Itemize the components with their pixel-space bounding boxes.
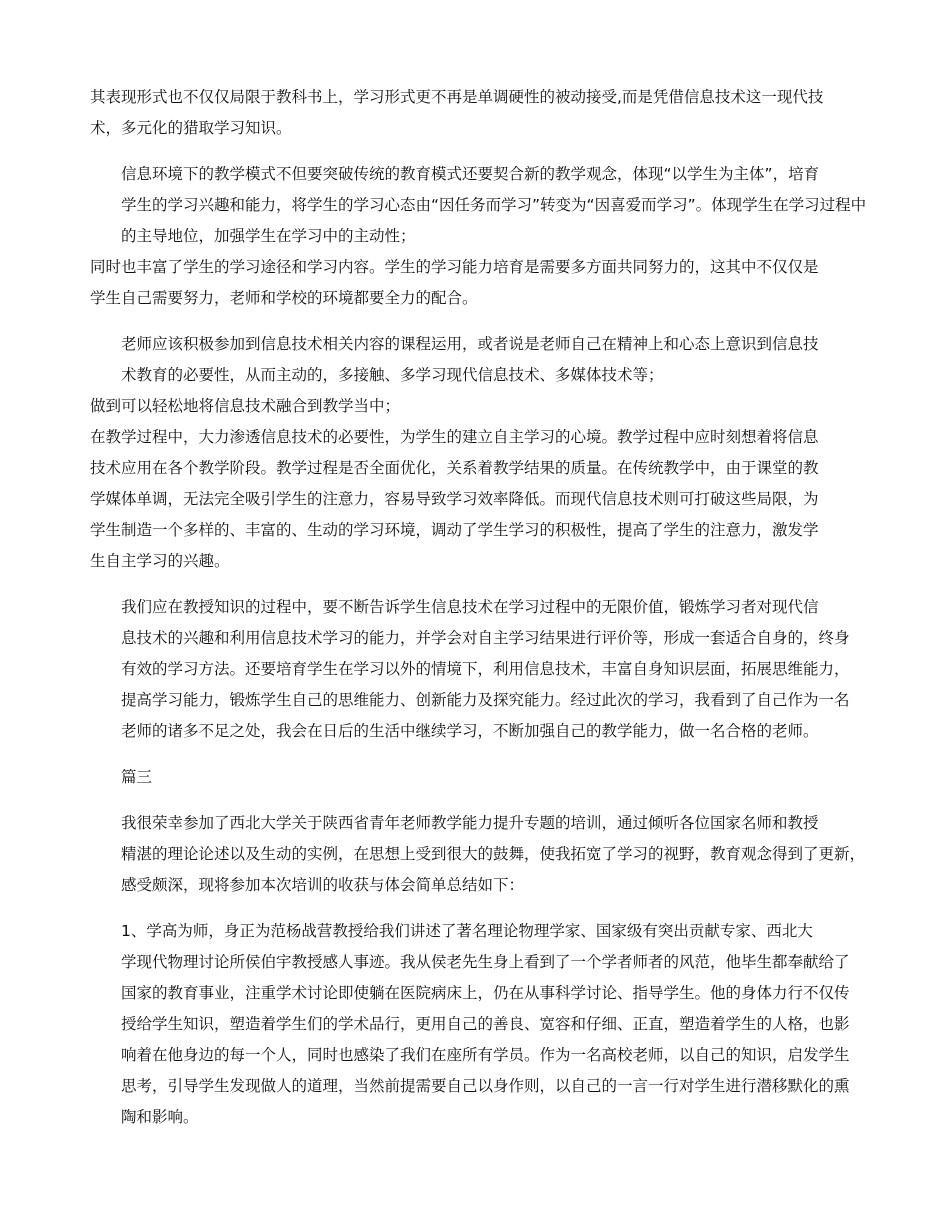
text-line: 老师应该积极参加到信息技术相关内容的课程运用，或者说是老师自己在精神上和心态上意识到信息技 (121, 335, 819, 353)
text-line: 响着在他身边的每一个人，同时也感染了我们在座所有学员。作为一名高校老师，以自己的知识，启发学生 (121, 1046, 850, 1064)
text-line: 思考，引导学生发现做人的道理，当然前提需要自己以身作则，以自己的一言一行对学生进行潜移默化的熏 (121, 1077, 850, 1095)
text-line: 老师的诸多不足之处，我会在日后的生活中继续学习，不断加强自己的教学能力，做一名合格的老师。 (121, 722, 819, 740)
text-line: 术，多元化的猎取学习知识。 (90, 119, 292, 137)
text-line: 1、学高为师，身正为范杨战营教授给我们讲述了著名理论物理学家、国家级有突出贡献专家、西北大 (121, 922, 813, 940)
text-line: 精湛的理论论述以及生动的实例，在思想上受到很大的鼓舞，使我拓宽了学习的视野，教育观念得到了更新， (121, 845, 866, 863)
text-line: 有效的学习方法。还要培育学生在学习以外的情境下，利用信息技术，丰富自身知识层面，拓展思维能力， (121, 660, 850, 678)
text-line: 篇三 (121, 768, 153, 786)
paragraph (90, 762, 870, 793)
text-line: 信息环境下的教学模式不但要突破传统的教育模式还要契合新的教学观念，体现“以学生为主体”，培育 (121, 165, 820, 183)
paragraph (90, 252, 870, 314)
text-line: 提高学习能力，锻炼学生自己的思维能力、创新能力及探究能力。经过此次的学习，我看到了自己作为一名 (121, 691, 850, 709)
text-line: 学现代物理讨论所侯伯宇教授感人事迹。我从侯老先生身上看到了一个学者师者的风范，他毕生都奉献给了 (121, 953, 850, 971)
paragraph (90, 82, 870, 144)
paragraph (90, 391, 870, 422)
paragraph (90, 592, 870, 747)
text-line: 感受颇深，现将参加本次培训的收获与体会简单总结如下： (121, 876, 525, 894)
text-line: 同时也丰富了学生的学习途径和学习内容。学生的学习能力培育是需要多方面共同努力的，这其中不仅仅是 (90, 258, 819, 276)
paragraph (90, 159, 870, 252)
text-line: 国家的教育事业，注重学术讨论即使躺在医院病床上，仍在从事科学讨论、指导学生。他的身体力行不仅传 (121, 984, 850, 1002)
text-line: 做到可以轻松地将信息技术融合到教学当中； (90, 397, 401, 415)
text-line: 技术应用在各个教学阶段。教学过程是否全面优化，关系着教学结果的质量。在传统教学中，由于课堂的教 (90, 459, 819, 477)
paragraph (90, 329, 870, 391)
text-line: 学生制造一个多样的、丰富的、生动的学习环境，调动了学生学习的积极性，提高了学生的注意力，激发学 (90, 521, 819, 539)
text-line: 我很荣幸参加了西北大学关于陕西省青年老师教学能力提升专题的培训，通过倾听各位国家名师和教授 (121, 814, 819, 832)
text-line: 授给学生知识，塑造着学生们的学术品行，更用自己的善良、宽容和仔细、正直，塑造着学生的人格，也影 (121, 1015, 850, 1033)
text-line: 生自主学习的兴趣。 (90, 552, 230, 570)
text-line: 术教育的必要性，从而主动的，多接触、多学习现代信息技术、多媒体技术等； (121, 366, 664, 384)
text-line: 学生的学习兴趣和能力，将学生的学习心态由“因任务而学习”转变为“因喜爱而学习”。体现学生在学习过程中 (121, 196, 867, 214)
text-line: 陶和影响。 (121, 1108, 199, 1126)
paragraph (90, 422, 870, 577)
text-line: 学媒体单调，无法完全吸引学生的注意力，容易导致学习效率降低。而现代信息技术则可打破这些局限，为 (90, 490, 819, 508)
text-line: 我们应在教授知识的过程中，要不断告诉学生信息技术在学习过程中的无限价值，锻炼学习者对现代信 (121, 598, 819, 616)
text-line: 在教学过程中，大力渗透信息技术的必要性，为学生的建立自主学习的心境。教学过程中应时刻想着将信息 (90, 428, 819, 446)
text-line: 息技术的兴趣和利用信息技术学习的能力，并学会对自主学习结果进行评价等，形成一套适合自身的，终身 (121, 629, 850, 647)
text-line: 学生自己需要努力，老师和学校的环境都要全力的配合。 (90, 289, 478, 307)
text-line: 的主导地位，加强学生在学习中的主动性； (121, 227, 416, 245)
text-line: 其表现形式也不仅仅局限于教科书上，学习形式更不再是单调硬性的被动接受,而是凭借信息技术这一现代技 (90, 88, 824, 106)
paragraph (90, 808, 870, 901)
document-page (90, 82, 870, 1133)
paragraph (90, 916, 870, 1133)
